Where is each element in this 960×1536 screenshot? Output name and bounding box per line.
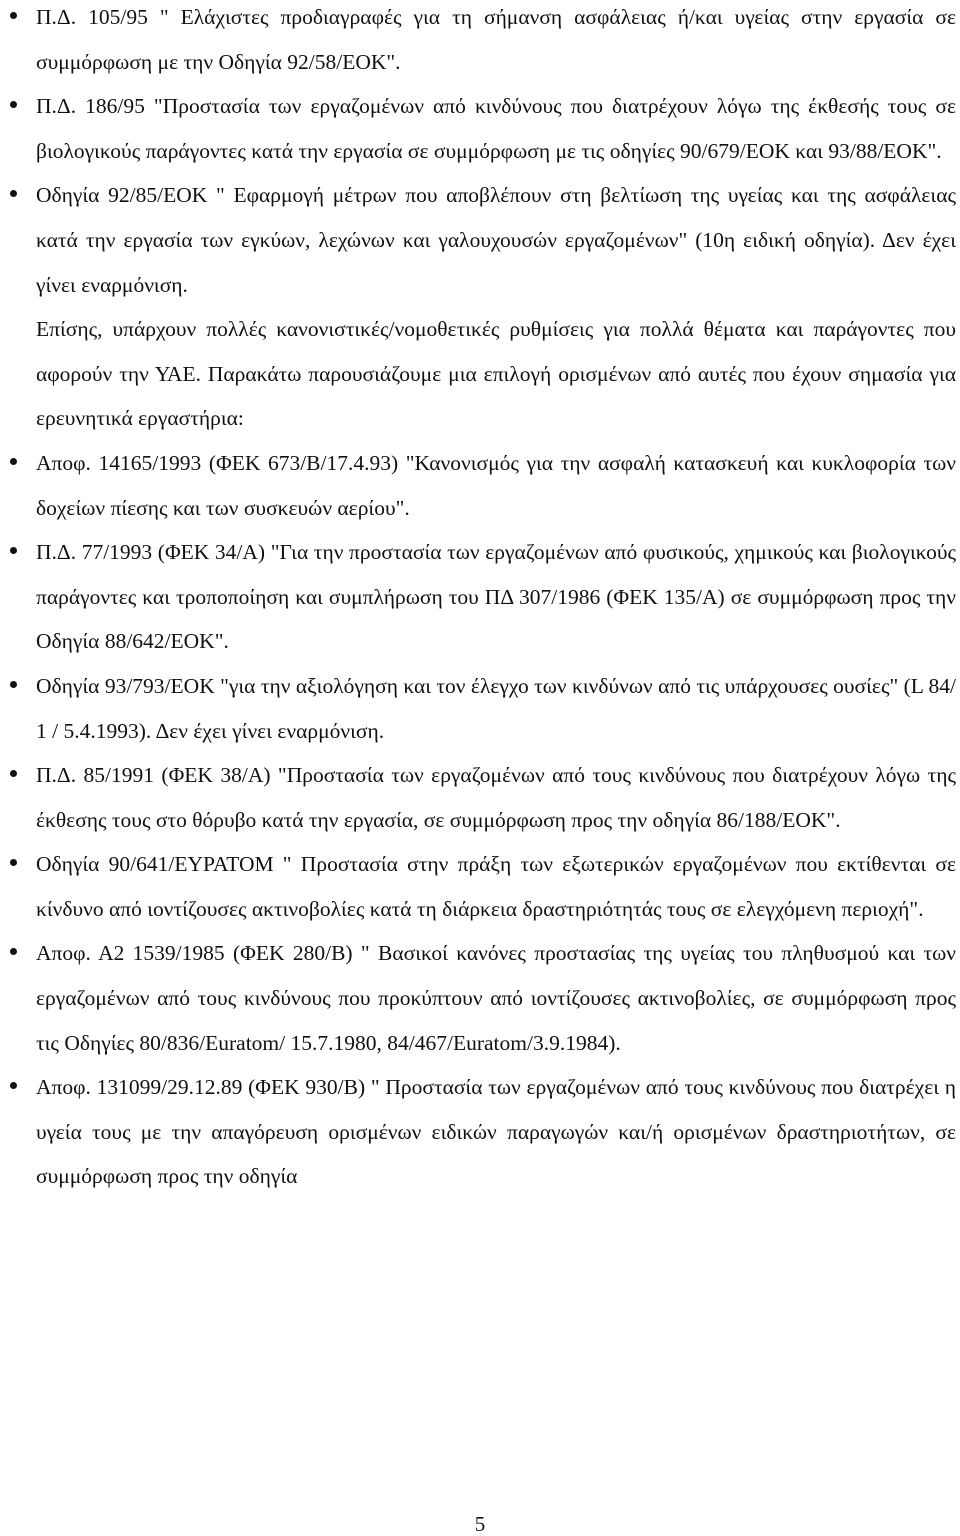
list-item bbox=[36, 84, 956, 173]
list-item bbox=[36, 931, 956, 1065]
list-item-text: Οδηγία 90/641/ΕΥΡΑΤΟΜ " Προστασία στην πράξη των εξωτερικών εργαζομένων που εκτίθενται σε κίνδυνο από ιοντίζουσες ακτινοβολίες κατά τη διάρκεια δραστηριότητάς τους σε ελεγχόμενη περιοχή". bbox=[36, 852, 956, 921]
list-item-text: Οδηγία 92/85/ΕΟΚ " Εφαρμογή μέτρων που αποβλέπουν στη βελτίωση της υγείας και της ασφάλειας κατά την εργασία των εγκύων, λεχώνων και γαλουχουσών εργαζομένων" (10η ειδική οδηγία). Δεν έχει γίνει εναρμόνιση. bbox=[36, 183, 956, 297]
list-item bbox=[36, 0, 956, 84]
bullet-icon bbox=[10, 859, 17, 866]
list-item-text: Π.Δ. 105/95 " Ελάχιστες προδιαγραφές για τη σήμανση ασφάλειας ή/και υγείας στην εργασία σε συμμόρφωση με την Οδηγία 92/58/ΕΟΚ". bbox=[36, 5, 956, 74]
bullet-icon bbox=[10, 681, 17, 688]
list-item bbox=[36, 173, 956, 441]
list-item bbox=[36, 530, 956, 664]
bullet-icon bbox=[10, 101, 17, 108]
bullet-icon bbox=[10, 547, 17, 554]
list-item bbox=[36, 441, 956, 530]
list-item-text: Π.Δ. 85/1991 (ΦΕΚ 38/Α) "Προστασία των εργαζομένων από τους κινδύνους που διατρέχουν λόγω της έκθεσης τους στο θόρυβο κατά την εργασία, σε συμμόρφωση προς την οδηγία 86/188/ΕΟΚ". bbox=[36, 763, 956, 832]
list-item-text: Π.Δ. 186/95 "Προστασία των εργαζομένων από κινδύνους που διατρέχουν λόγω της έκθεσής τους σε βιολογικούς παράγοντες κατά την εργασία σε συμμόρφωση με τις οδηγίες 90/679/ΕΟΚ και 93/88/ΕΟΚ". bbox=[36, 94, 956, 163]
bullet-icon bbox=[10, 770, 17, 777]
bullet-icon bbox=[10, 458, 17, 465]
list-item-text: Αποφ. 14165/1993 (ΦΕΚ 673/Β/17.4.93) "Κανονισμός για την ασφαλή κατασκευή και κυκλοφορία των δοχείων πίεσης και των συσκευών αερίου". bbox=[36, 450, 956, 520]
regulation-list bbox=[36, 0, 956, 1199]
list-item bbox=[36, 842, 956, 931]
list-item-text: Π.Δ. 77/1993 (ΦΕΚ 34/Α) "Για την προστασία των εργαζομένων από φυσικούς, χημικούς και βιολογικούς παράγοντες και τροποποίηση και συμπλήρωση του ΠΔ 307/1986 (ΦΕΚ 135/Α) σε συμμόρφωση προς την Οδηγία 88/642/ΕΟΚ". bbox=[36, 540, 956, 654]
list-item bbox=[36, 1065, 956, 1199]
list-item-text: Αποφ. 131099/29.12.89 (ΦΕΚ 930/Β) " Προστασία των εργαζομένων από τους κινδύνους που διατρέχει η υγεία τους με την απαγόρευση ορισμένων ειδικών παραγωγών και/ή ορισμένων δραστηριοτήτων, σε συμμόρφωση προς την οδηγία bbox=[36, 1075, 956, 1189]
list-item-text: Οδηγία 93/793/ΕΟΚ "για την αξιολόγηση και τον έλεγχο των κινδύνων από τις υπάρχουσες ουσίες" (L 84/ 1 / 5.4.1993). Δεν έχει γίνει εναρμόνιση. bbox=[36, 673, 956, 743]
list-item bbox=[36, 753, 956, 842]
intro-paragraph: Επίσης, υπάρχουν πολλές κανονιστικές/νομοθετικές ρυθμίσεις για πολλά θέματα και παράγοντες που αφορούν την ΥΑΕ. Παρακάτω παρουσιάζουμε μια επιλογή ορισμένων από αυτές που έχουν σημασία για ερευνητικά εργαστήρια: bbox=[36, 317, 956, 431]
page-number: 5 bbox=[474, 1512, 486, 1536]
list-item bbox=[36, 664, 956, 753]
bullet-icon bbox=[10, 12, 17, 19]
list-item-text: Αποφ. Α2 1539/1985 (ΦΕΚ 280/Β) " Βασικοί κανόνες προστασίας της υγείας του πληθυσμού και των εργαζομένων από τους κινδύνους που προκύπτουν από ιοντίζουσες ακτινοβολίες, σε συμμόρφωση προς τις Οδηγίες 80/836/Euratom/ 15.7.1980, 84/467/Euratom/3.9.1984). bbox=[36, 941, 956, 1055]
bullet-icon bbox=[10, 948, 17, 955]
bullet-icon bbox=[10, 190, 17, 197]
bullet-icon bbox=[10, 1082, 17, 1089]
